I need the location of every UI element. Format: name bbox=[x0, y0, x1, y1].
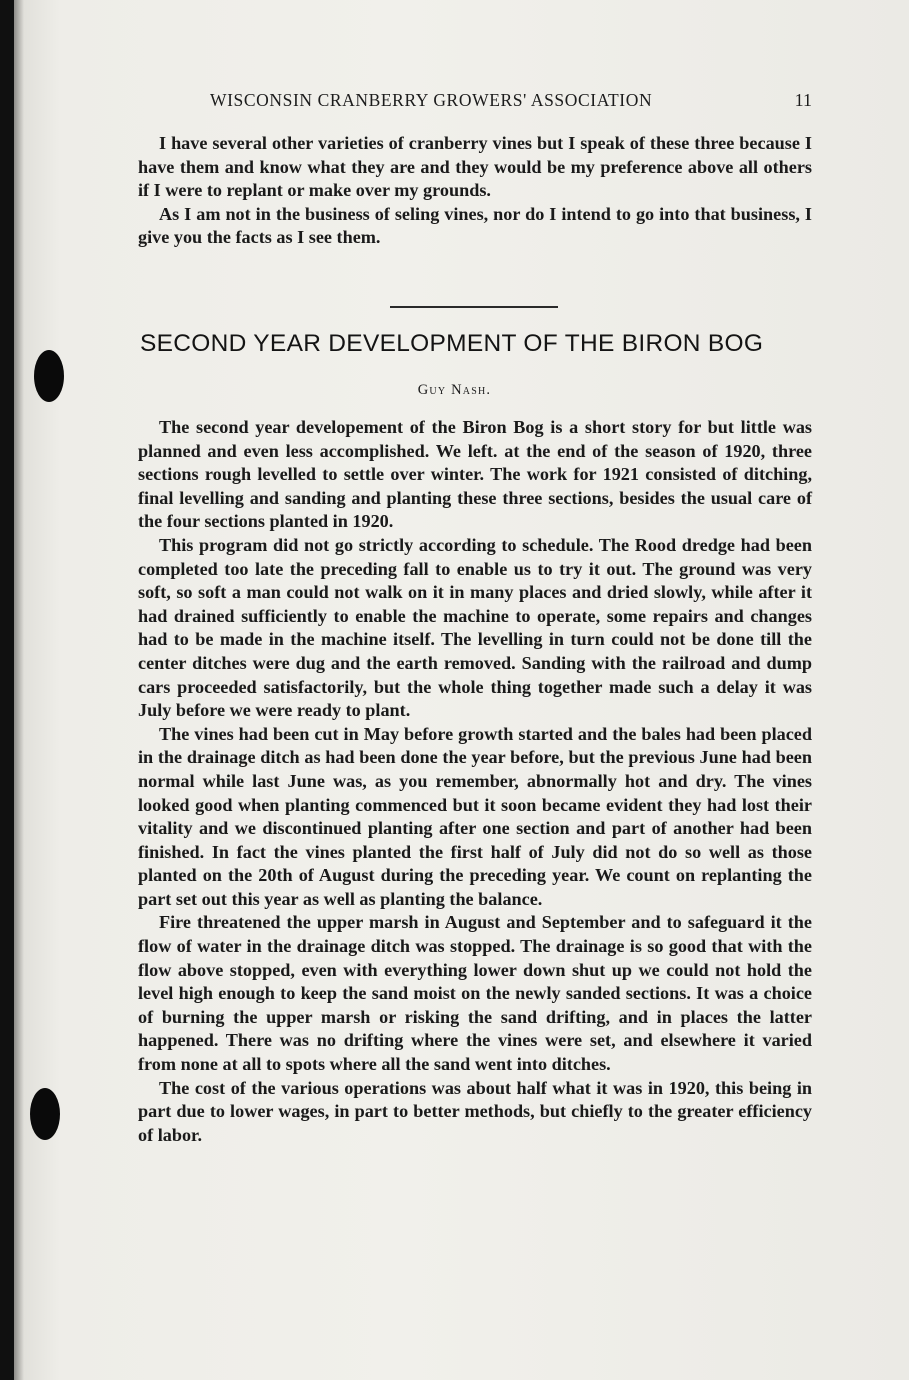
binding-edge bbox=[0, 0, 14, 1380]
running-head bbox=[140, 90, 812, 114]
punch-hole-bottom bbox=[30, 1088, 60, 1140]
intro-paragraph: As I am not in the business of seling vines, nor do I intend to go into that business, I give you the facts as I see them. bbox=[138, 203, 812, 248]
article-body bbox=[138, 416, 812, 1147]
section-divider bbox=[390, 306, 558, 308]
page-number: 11 bbox=[794, 90, 812, 110]
article-paragraph: This program did not go strictly according to schedule. The Rood dredge had been completed too late the preceding fall to enable us to try it out. The ground was very soft, so soft a man could not walk on it in many places and dried slowly, while after it had drained sufficiently to enable the machine to operate, some repairs and changes had to be made in the machine itself. The levelling in turn could not be done till the center ditches were dug and the earth removed. Sanding with the railroad and dump cars proceeded satisfactorily, but the whole thing together made such a delay it was July before we were ready to plant. bbox=[138, 534, 812, 721]
article-paragraph: The second year developement of the Biron Bog is a short story for but little was planned and even less accomplished. We left. at the end of the season of 1920, three sections rough levelled to settle over winter. The work for 1921 consisted of ditching, final levelling and sanding and planting these three sections, besides the usual care of the four sections planted in 1920. bbox=[138, 417, 812, 532]
binding-shadow bbox=[14, 0, 24, 1380]
article-title: SECOND YEAR DEVELOPMENT OF THE BIRON BOG bbox=[140, 330, 764, 357]
article-paragraph: The vines had been cut in May before growth started and the bales had been placed in the drainage ditch as had been done the year before, but the previous June had been normal while last June was, as you remember, abnormally hot and dry. The vines looked good when planting commenced but it soon became evident they had lost their vitality and we discontinued planting after one section and part of another had been finished. In fact the vines planted the first half of July did not do so well as those planted on the 20th of August during the preceding year. We count on replanting the part set out this year as well as planting the balance. bbox=[138, 723, 812, 909]
article-paragraph: The cost of the various operations was about half what it was in 1920, this being in part due to lower wages, in part to better methods, but chiefly to the greater efficiency of labor. bbox=[138, 1077, 812, 1145]
article-byline: Guy Nash. bbox=[417, 382, 492, 398]
article-paragraph: Fire threatened the upper marsh in August and September and to safeguard it the flow of water in the drainage ditch was stopped. The drainage is so good that with the flow above stopped, even with everything lower down shut up we could not hold the level high enough to keep the sand moist on the newly sanded sections. It was a choice of burning the upper marsh or risking the sand drifting, and in places the latter happened. There was no drifting where the vines were set, and elsewhere it varied from none at all to spots where all the sand went into ditches. bbox=[138, 912, 812, 1075]
running-head-title: WISCONSIN CRANBERRY GROWERS' ASSOCIATION bbox=[210, 90, 653, 110]
intro-paragraph: I have several other varieties of cranberry vines but I speak of these three because I have them and know what they are and they would be my preference above all others if I were to replant or make over my grounds. bbox=[138, 133, 812, 201]
intro-text bbox=[138, 132, 812, 250]
